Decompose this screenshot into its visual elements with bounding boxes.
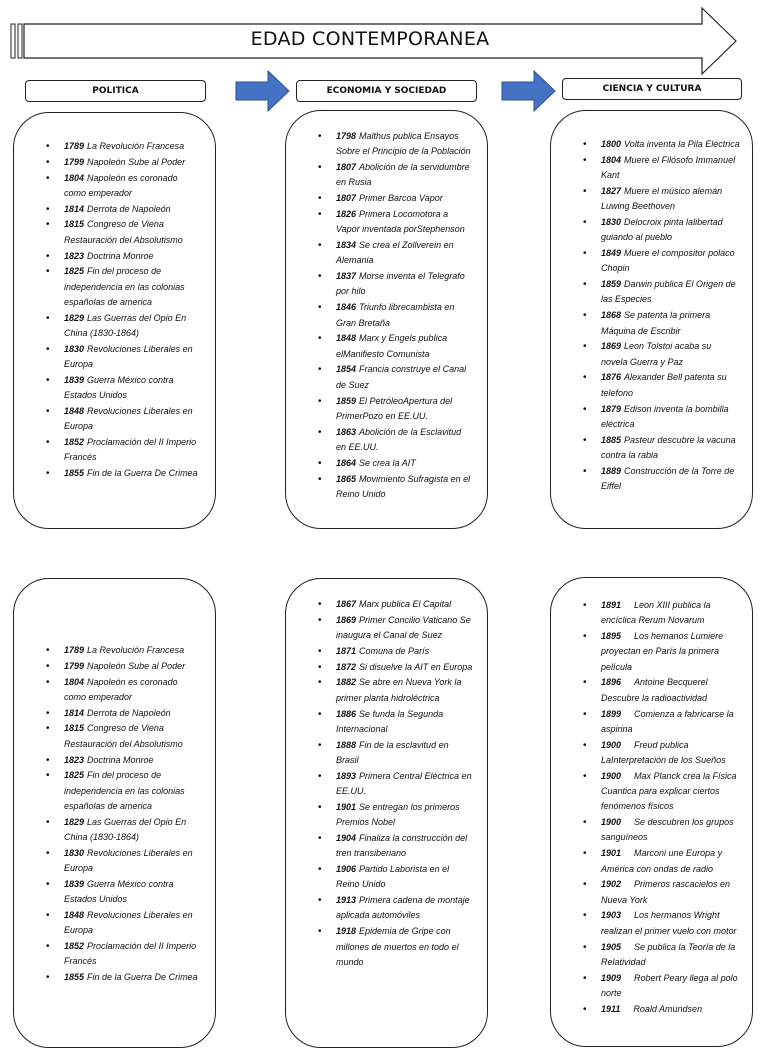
event-text: Guerra México contra Estados Unidos <box>64 374 174 401</box>
event-text: Fin del proceso de independencia en las colonias españolas de america <box>64 770 185 811</box>
event-year: 1886 <box>336 708 357 719</box>
card-ciencia-1 <box>550 110 753 529</box>
event-item <box>583 339 740 370</box>
event-item <box>46 675 201 706</box>
event-year: 1849 <box>601 248 622 259</box>
page-title: EDAD CONTEMPORANEA <box>250 28 490 50</box>
event-year: 1823 <box>64 754 85 765</box>
event-item <box>46 217 201 248</box>
event-text: Doctrina Monroe <box>87 754 154 765</box>
event-text: Primera cadena de montaje aplicada automóviles <box>336 895 470 921</box>
event-year: 1789 <box>64 141 85 151</box>
event-year: 1829 <box>64 816 85 827</box>
event-text: Volta inventa la Pila Eléctrica <box>624 139 740 149</box>
card-politica-2 <box>13 578 216 1048</box>
event-text: Napoleón es coronado como emperador <box>64 172 178 198</box>
card-politica-1 <box>13 112 216 529</box>
event-text: Roald Amundsen <box>633 1003 703 1014</box>
event-item <box>318 738 473 769</box>
event-item <box>46 342 201 373</box>
event-year: 1807 <box>336 162 357 173</box>
event-item <box>583 629 740 675</box>
event-year: 1900 <box>601 817 622 828</box>
event-year: 1827 <box>601 185 622 196</box>
event-year: 1852 <box>64 437 85 448</box>
event-text: Freud publica LaInterpretación de los Sueños <box>601 739 726 765</box>
event-item <box>583 877 740 908</box>
event-year: 1879 <box>601 403 622 414</box>
event-text: Si disuelve la AIT en Europa <box>359 661 473 672</box>
event-year: 1807 <box>336 193 357 204</box>
event-item <box>46 908 201 939</box>
event-item <box>318 769 473 800</box>
event-list <box>583 137 740 494</box>
event-text: Primer Concilio Vaticano Se inaugura el Canal de Suez <box>336 614 471 641</box>
event-text: Revoluciones Liberales en Europa <box>64 343 193 370</box>
event-text: Edison inventa la bombilla eléctrica <box>601 403 729 429</box>
event-item <box>318 862 473 893</box>
event-item <box>46 264 201 310</box>
event-year: 1882 <box>336 677 357 688</box>
event-item <box>318 472 473 503</box>
event-text: Se publica la Teoría de la Relatividad <box>601 941 736 967</box>
blue-arrow-icon <box>234 70 290 112</box>
event-text: Francia construye el Canal de Suez <box>336 364 467 390</box>
event-year: 1901 <box>601 848 622 859</box>
event-text: Leon XIII publica la encíclica Rerum Novarum <box>601 600 711 626</box>
event-text: Partido Laborista en el Reino Unido <box>336 864 450 890</box>
event-year: 1899 <box>601 708 622 719</box>
event-year: 1863 <box>336 426 357 437</box>
event-item <box>318 660 473 675</box>
event-year: 1895 <box>601 631 622 642</box>
event-item <box>583 246 740 277</box>
event-item <box>46 659 201 674</box>
event-item <box>583 215 740 246</box>
event-item <box>583 675 740 706</box>
event-list <box>46 643 201 986</box>
event-text: Darwin publica El Origen de las Especies <box>601 279 736 305</box>
event-text: Primeros rascacielos en Nueva York <box>601 879 731 905</box>
event-year: 1859 <box>336 395 357 406</box>
event-year: 1868 <box>601 310 622 321</box>
event-text: Primera Central Eléctrica en EE.UU. <box>336 770 472 797</box>
event-item <box>583 908 740 939</box>
event-item <box>318 362 473 393</box>
event-text: Fin de la Guerra De Crimea <box>87 972 198 983</box>
event-item <box>318 707 473 738</box>
event-year: 1839 <box>64 374 85 385</box>
event-text: La Revolución Francesa <box>87 645 185 655</box>
event-year: 1815 <box>64 723 85 734</box>
event-year: 1798 <box>336 131 357 141</box>
event-text: Marconi une Europa y América con ondas de radio <box>601 848 723 874</box>
event-year: 1905 <box>601 941 622 952</box>
event-text: Abolición de la servidumbre en Rusia <box>336 162 470 188</box>
event-item <box>318 160 473 191</box>
card-economia-1 <box>285 110 488 529</box>
event-item <box>583 308 740 339</box>
event-year: 1888 <box>336 739 357 750</box>
event-item <box>583 433 740 464</box>
event-text: Alexander Bell patenta su telefono <box>601 372 727 398</box>
event-item <box>46 768 201 814</box>
event-year: 1911 <box>601 1003 621 1014</box>
event-year: 1834 <box>336 240 357 251</box>
event-text: Se crea el Zollverein en Alemania <box>336 240 454 266</box>
event-text: Pasteur descubre la vacuna contra la rabia <box>601 434 736 460</box>
event-year: 1804 <box>64 676 85 687</box>
event-year: 1830 <box>601 216 622 227</box>
event-year: 1872 <box>336 661 357 672</box>
event-text: Proclamación del II Imperio Francés <box>64 437 197 463</box>
event-text: Marx publica El Capital <box>359 599 452 609</box>
event-text: Napoleón Sube al Poder <box>87 156 186 167</box>
event-year: 1830 <box>64 847 85 858</box>
event-item <box>318 644 473 659</box>
event-text: Se crea la AIT <box>359 457 416 468</box>
event-text: Proclamación del II Imperio Francés <box>64 941 197 967</box>
event-item <box>46 249 201 264</box>
event-text: Muere el Filósofo Immanuel Kant <box>601 154 736 181</box>
event-item <box>46 171 201 202</box>
event-list <box>318 129 473 502</box>
event-item <box>46 404 201 435</box>
event-year: 1800 <box>601 139 622 149</box>
event-item <box>583 971 740 1002</box>
event-year: 1869 <box>336 614 357 625</box>
event-year: 1804 <box>64 172 85 183</box>
event-year: 1906 <box>336 864 357 875</box>
event-year: 1865 <box>336 473 357 484</box>
event-year: 1839 <box>64 878 85 889</box>
event-year: 1859 <box>601 279 622 290</box>
event-year: 1848 <box>64 910 85 921</box>
event-year: 1846 <box>336 302 357 313</box>
header-ciencia-cultura: CIENCIA Y CULTURA <box>562 78 742 100</box>
event-text: La Revolución Francesa <box>87 141 185 151</box>
event-item <box>318 675 473 706</box>
event-item <box>583 598 740 629</box>
header-economia-sociedad: ECONOMIA Y SOCIEDAD <box>296 80 477 102</box>
event-text: Los hermanos Wright realizan el primer vuelo con motor <box>601 910 737 936</box>
event-year: 1848 <box>336 333 357 344</box>
event-text: Primer Barcoa Vapor <box>359 193 443 204</box>
event-year: 1871 <box>336 645 357 656</box>
event-year: 1815 <box>64 219 85 230</box>
event-item <box>318 238 473 269</box>
event-item <box>583 402 740 433</box>
event-year: 1869 <box>601 341 622 352</box>
event-text: Marx y Engels publica elManifiesto Comunista <box>336 333 448 359</box>
event-year: 1855 <box>64 468 85 479</box>
event-item <box>318 331 473 362</box>
event-year: 1829 <box>64 312 85 323</box>
event-item <box>583 1002 740 1017</box>
event-item <box>46 155 201 170</box>
event-text: Las Guerras del Opio En China (1830-1864) <box>64 816 187 843</box>
event-item <box>318 800 473 831</box>
event-year: 1867 <box>336 599 357 609</box>
event-item <box>318 456 473 471</box>
event-year: 1889 <box>601 465 622 476</box>
event-year: 1814 <box>64 707 85 718</box>
event-text: Malthus publica Ensayos Sobre el Principio de la Población <box>336 131 471 157</box>
event-year: 1854 <box>336 364 357 375</box>
event-item <box>583 815 740 846</box>
event-item <box>318 831 473 862</box>
event-year: 1804 <box>601 154 622 165</box>
event-text: Napoleón es coronado como emperador <box>64 676 178 702</box>
event-item <box>46 721 201 752</box>
header-politica: POLITICA <box>25 80 206 102</box>
event-year: 1913 <box>336 895 357 906</box>
event-text: Se abre en Nueva York la primer planta hidroléctrica <box>336 677 462 703</box>
card-ciencia-2 <box>550 577 753 1047</box>
event-text: Fin del proceso de independencia en las colonias españolas de america <box>64 266 185 307</box>
event-text: Se patenta la primera Máquina de Escribir <box>601 310 711 336</box>
event-text: Revoluciones Liberales en Europa <box>64 847 193 874</box>
event-item <box>46 373 201 404</box>
event-text: Guerra México contra Estados Unidos <box>64 878 174 905</box>
event-list <box>318 597 473 970</box>
event-text: Derrota de Napoleón <box>87 203 171 214</box>
event-year: 1799 <box>64 156 85 167</box>
event-text: Primera Locomotora a Vapor inventada porStephenson <box>336 208 465 235</box>
event-item <box>318 269 473 300</box>
event-item <box>318 300 473 331</box>
event-text: Epidemia de Gripe con millones de muertos en todo el mundo <box>336 926 459 967</box>
event-text: Fin de la esclavitud en Brasil <box>336 739 449 765</box>
event-text: Revoluciones Liberales en Europa <box>64 910 193 936</box>
event-text: Antoine Becquerel Descubre la radioactividad <box>601 677 708 703</box>
event-item <box>46 643 201 658</box>
event-year: 1825 <box>64 770 85 781</box>
event-text: Robert Peary llega al polo norte <box>601 972 738 998</box>
event-year: 1789 <box>64 645 85 655</box>
event-year: 1855 <box>64 972 85 983</box>
event-year: 1876 <box>601 372 622 383</box>
event-year: 1852 <box>64 941 85 952</box>
event-text: Se descubren los grupos sanguíneos <box>601 817 734 843</box>
event-year: 1900 <box>601 770 622 781</box>
event-list <box>46 139 201 482</box>
card-economia-2 <box>285 578 488 1048</box>
event-text: Leon Tolstoi acaba su novela Guerra y Paz <box>601 341 712 367</box>
event-item <box>46 970 201 985</box>
event-year: 1902 <box>601 879 622 890</box>
event-item <box>318 597 473 612</box>
event-item <box>583 464 740 495</box>
event-year: 1799 <box>64 660 85 671</box>
event-year: 1848 <box>64 406 85 417</box>
event-year: 1903 <box>601 910 622 921</box>
event-item <box>318 129 473 160</box>
event-item <box>583 184 740 215</box>
event-item <box>583 846 740 877</box>
event-item <box>583 707 740 738</box>
event-item <box>583 940 740 971</box>
event-year: 1823 <box>64 250 85 261</box>
event-year: 1864 <box>336 457 357 468</box>
event-year: 1901 <box>336 801 357 812</box>
event-text: Comienza a fabricarse la aspirina <box>601 708 734 734</box>
event-text: Fin de la Guerra De Crimea <box>87 468 198 479</box>
event-year: 1896 <box>601 677 622 688</box>
event-item <box>318 893 473 924</box>
event-text: Morse inventa el Telegrafo por hilo <box>336 271 465 297</box>
event-year: 1909 <box>601 972 622 983</box>
event-item <box>46 939 201 970</box>
event-text: El PetróleoApertura del PrimerPozo en EE.UU. <box>336 395 453 421</box>
event-item <box>583 137 740 152</box>
event-text: Comuna de París <box>359 645 430 656</box>
event-year: 1814 <box>64 203 85 214</box>
event-year: 1885 <box>601 434 622 445</box>
event-item <box>318 425 473 456</box>
event-year: 1826 <box>336 208 357 219</box>
event-year: 1891 <box>601 600 622 610</box>
event-text: Doctrina Monroe <box>87 250 154 261</box>
event-item <box>583 277 740 308</box>
event-list <box>583 598 740 1017</box>
event-text: Muere el compositor polaco Chopin <box>601 248 735 274</box>
event-item <box>46 202 201 217</box>
event-text: Construcción de la Torre de Eiffel <box>601 465 735 492</box>
event-year: 1918 <box>336 926 357 937</box>
event-text: Finaliza la construcción del tren transiberiano <box>336 832 468 859</box>
event-text: Las Guerras del Opio En China (1830-1864) <box>64 312 187 339</box>
event-item <box>46 706 201 721</box>
blue-arrow-icon <box>500 70 556 112</box>
event-item <box>583 769 740 815</box>
event-text: Congreso de Viena Restauración del Absolutismo <box>64 723 183 749</box>
event-year: 1900 <box>601 739 622 750</box>
event-item <box>583 370 740 401</box>
event-text: Revoluciones Liberales en Europa <box>64 406 193 432</box>
event-text: Abolición de la Esclavitud en EE.UU. <box>336 426 462 452</box>
event-year: 1904 <box>336 832 357 843</box>
event-text: Movimiento Sufragista en el Reino Unido <box>336 473 471 499</box>
event-text: Napoleón Sube al Poder <box>87 660 186 671</box>
event-text: Derrota de Napoleón <box>87 707 171 718</box>
event-item <box>46 311 201 342</box>
event-item <box>318 207 473 238</box>
event-text: Delocroix pinta lalibertad guiando al pueblo <box>601 216 723 243</box>
event-item <box>46 753 201 768</box>
event-text: Max Planck crea la Física Cuantica para explicar ciertos fenómenos físicos <box>601 770 737 812</box>
event-item <box>318 394 473 425</box>
event-year: 1893 <box>336 770 357 781</box>
event-item <box>46 139 201 154</box>
event-text: Los hemanos Lumiere proyectan en París la primera película <box>601 631 724 672</box>
event-item <box>318 924 473 970</box>
event-item <box>46 435 201 466</box>
event-text: Se entregan los primeros Premios Nobel <box>336 801 460 828</box>
event-item <box>46 877 201 908</box>
event-year: 1825 <box>64 266 85 277</box>
event-text: Se funda la Segunda Internacional <box>336 708 444 734</box>
event-year: 1837 <box>336 271 357 282</box>
event-text: Triunfo librecambista en Gran Bretaña <box>336 302 455 328</box>
event-text: Congreso de Viena Restauración del Absolutismo <box>64 219 183 245</box>
event-item <box>583 153 740 184</box>
event-item <box>46 846 201 877</box>
event-item <box>318 613 473 644</box>
event-item <box>46 815 201 846</box>
event-text: Muere el músico alemán Luwing Beethoven <box>601 185 723 212</box>
event-year: 1830 <box>64 343 85 354</box>
event-item <box>46 466 201 481</box>
event-item <box>318 191 473 206</box>
event-item <box>583 738 740 769</box>
